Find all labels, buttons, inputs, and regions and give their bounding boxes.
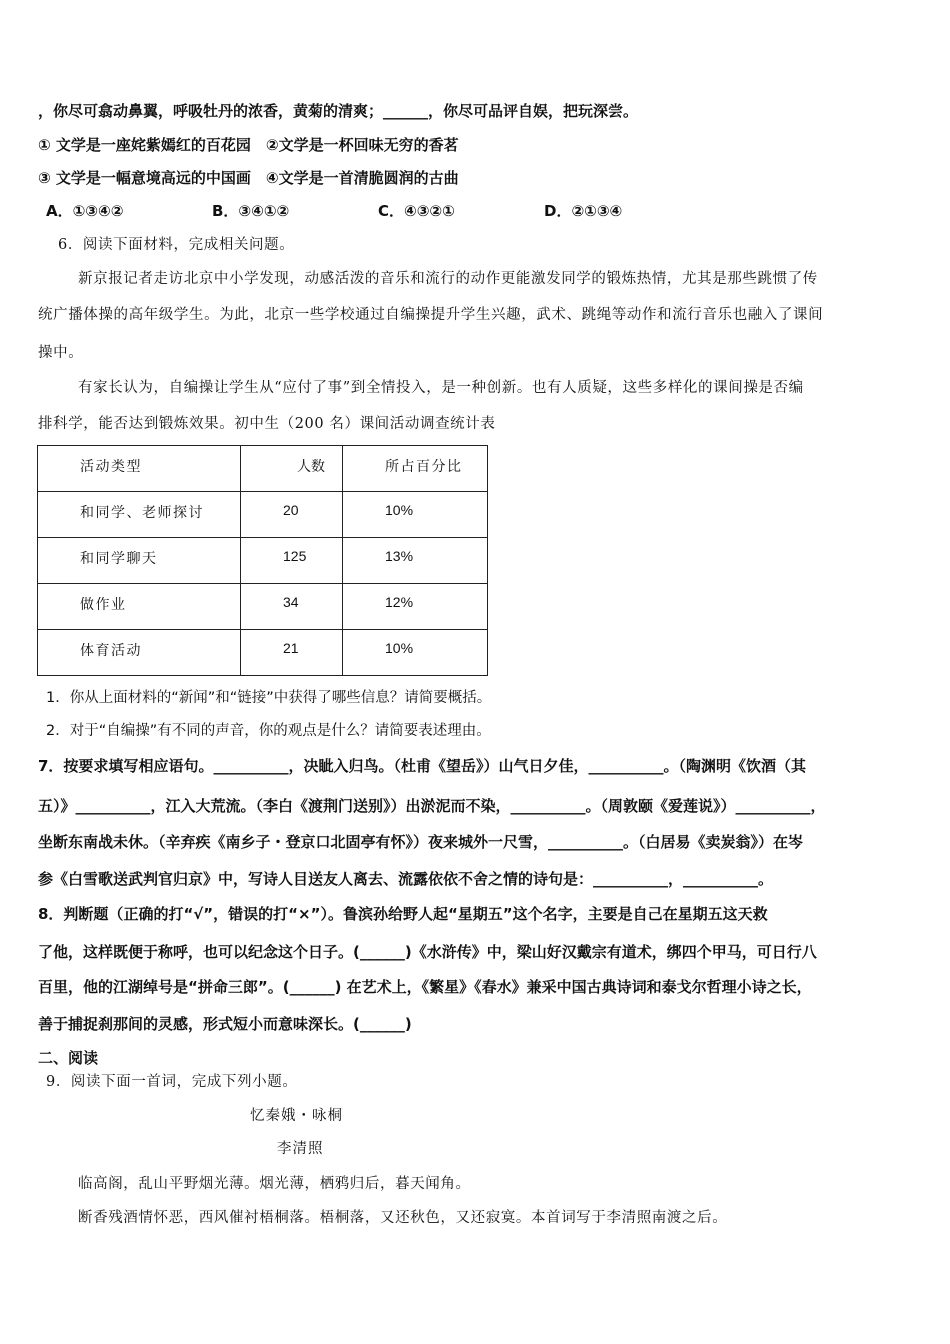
table-cell: 做作业 [38, 584, 241, 630]
q8-line2: 了他，这样既便于称呼，也可以纪念这个日子。(______)《水浒传》中，梁山好汉戴宗有道术，绑四个甲马，可日行八 [38, 943, 817, 961]
table-row [38, 630, 488, 676]
q5-items-row2: ③ 文学是一幅意境高远的中国画 ④文学是一首清脆圆润的古曲 [38, 169, 459, 187]
table-cell: 和同学聊天 [38, 538, 241, 584]
table-row [38, 492, 488, 538]
q6-para1-line2: 统广播体操的高年级学生。为此，北京一些学校通过自编操提升学生兴趣，武术、跳绳等动作和流行音乐也融入了课间 [38, 307, 824, 323]
table-cell: 13% [343, 538, 488, 584]
survey-table [37, 445, 488, 676]
table-cell: 12% [343, 584, 488, 630]
table-header-cell: 人数 [241, 446, 343, 492]
q7-line2: 五）》__________，江入大荒流。（李白《渡荆门送别》）出淤泥而不染，__________。（周敦颐《爱莲说》）__________， [38, 797, 826, 815]
table-cell: 21 [241, 630, 343, 676]
poem-line-2: 断香残酒情怀恶，西风催衬梧桐落。梧桐落，又还秋色，又还寂寞。本首词写于李清照南渡之后。 [78, 1210, 728, 1226]
q5-items-row1: ① 文学是一座姹紫嫣红的百花园 ②文学是一杯回味无穷的香茗 [38, 136, 459, 154]
q9-title: 9．阅读下面一首词，完成下列小题。 [46, 1074, 298, 1090]
table-row [38, 538, 488, 584]
table-header-cell: 所占百分比 [343, 446, 488, 492]
section-heading-reading: 二、阅读 [38, 1049, 99, 1067]
table-row [38, 584, 488, 630]
table-cell: 10% [343, 630, 488, 676]
table-cell: 34 [241, 584, 343, 630]
q7-line3: 坐断东南战未休。（辛弃疾《南乡子・登京口北固亭有怀》）夜来城外一尺雪，__________。（白居易《卖炭翁》）在岑 [38, 833, 804, 851]
q5-continuation: ，你尽可翕动鼻翼，呼吸牡丹的浓香，黄菊的清爽；______，你尽可品评自娱，把玩深尝。 [38, 102, 639, 120]
q5-option-d[interactable]: D．②①③④ [544, 202, 623, 220]
poem-title: 忆秦娥・咏桐 [250, 1108, 343, 1124]
q6-para1-line3: 操中。 [38, 345, 84, 361]
q6-title: 6．阅读下面材料，完成相关问题。 [58, 237, 295, 253]
q6-para2-line2: 排科学，能否达到锻炼效果。初中生（200 名）课间活动调查统计表 [38, 416, 496, 432]
q7-line4: 参《白雪歌送武判官归京》中，写诗人目送友人离去、流露依依不舍之情的诗句是：__________，__________。 [38, 870, 774, 888]
q8-line3: 百里，他的江湖绰号是“拼命三郎”。(______) 在艺术上，《繁星》《春水》兼采中国古典诗词和泰戈尔哲理小诗之长， [38, 978, 812, 996]
table-cell: 125 [241, 538, 343, 584]
q8-line1: 8．判断题（正确的打“√”，错误的打“×”）。鲁滨孙给野人起“星期五”这个名字，主要是自己在星期五这天救 [38, 905, 768, 923]
q5-option-a[interactable]: A．①③④② [46, 202, 124, 220]
poem-author: 李清照 [277, 1141, 324, 1157]
q6-sub-question-1: 1．你从上面材料的“新闻”和“链接”中获得了哪些信息？请简要概括。 [46, 690, 492, 706]
poem-line-1: 临高阁，乱山平野烟光薄。烟光薄，栖鸦归后，暮天闻角。 [78, 1176, 471, 1192]
q6-para1-line1: 新京报记者走访北京中小学发现，动感活泼的音乐和流行的动作更能激发同学的锻炼热情，尤其是那些跳惯了传 [78, 271, 818, 287]
q6-para2-line1: 有家长认为，自编操让学生从“应付了事”到全情投入，是一种创新。也有人质疑，这些多样化的课间操是否编 [78, 380, 804, 396]
q6-sub-question-2: 2．对于“自编操”有不同的声音，你的观点是什么？请简要表述理由。 [46, 723, 491, 739]
table-header-row [38, 446, 488, 492]
q5-option-b[interactable]: B．③④①② [212, 202, 290, 220]
table-header-cell: 活动类型 [38, 446, 241, 492]
table-cell: 10% [343, 492, 488, 538]
q5-option-c[interactable]: C．④③②① [378, 202, 455, 220]
table-cell: 20 [241, 492, 343, 538]
table-cell: 体育活动 [38, 630, 241, 676]
table-cell: 和同学、老师探讨 [38, 492, 241, 538]
q7-line1: 7．按要求填写相应语句。__________，决眦入归鸟。（杜甫《望岳》）山气日夕佳，__________。（陶渊明《饮酒（其 [38, 757, 806, 775]
q8-line4: 善于捕捉刹那间的灵感，形式短小而意味深长。(______) [38, 1015, 412, 1033]
